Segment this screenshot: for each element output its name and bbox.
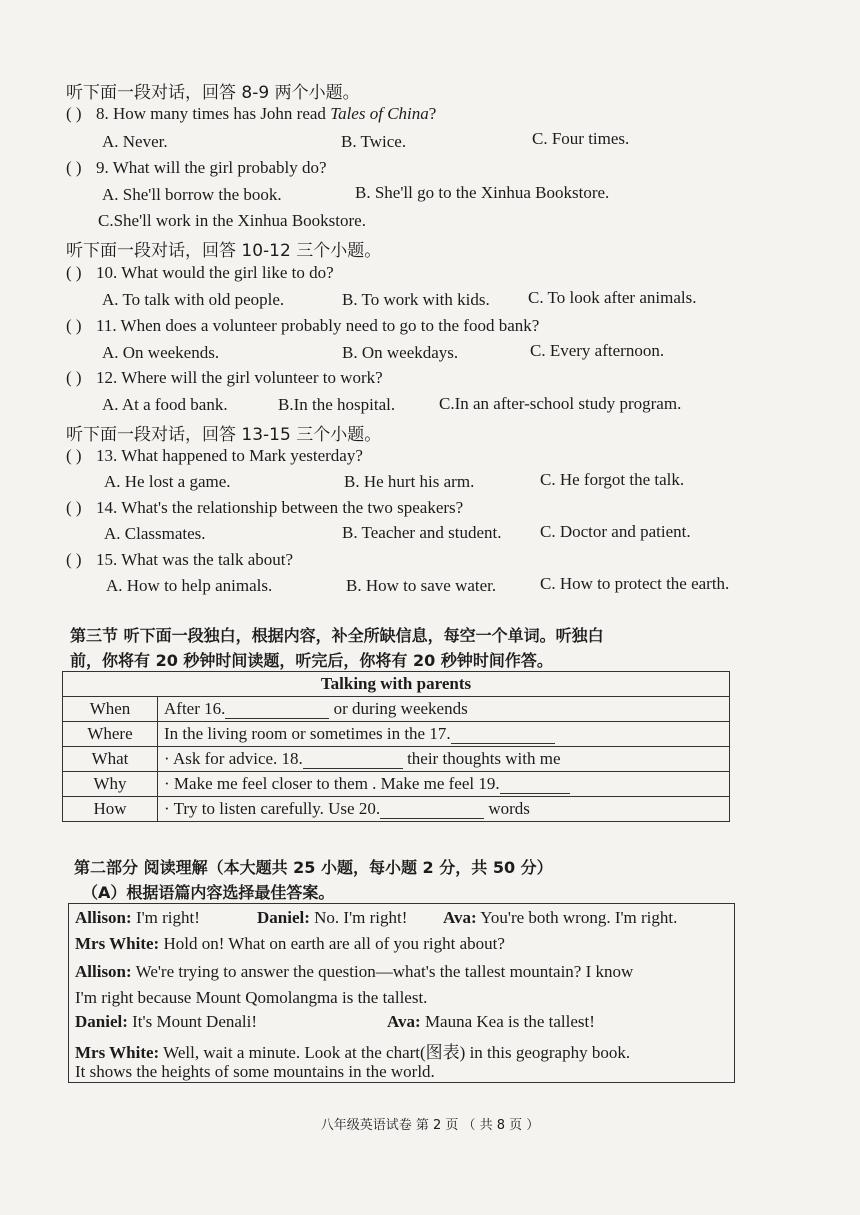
option-c: C. Four times. [532,129,630,148]
answer-blank: ( ) [66,446,82,465]
question-8: ( ) 8. How many times has John read Tales of China? [66,104,437,123]
blank-17[interactable] [451,727,555,744]
listening-intro-8-9: 听下面一段对话，回答 8-9 两个小题。 [66,83,360,103]
answer-blank: ( ) [66,104,82,123]
option-c: C. To look after animals. [528,288,697,307]
listening-intro-13-15: 听下面一段对话，回答 13-15 三个小题。 [66,425,382,445]
table-row [63,797,730,822]
question-13: ( ) 13. What happened to Mark yesterday? [66,446,363,465]
row-content: · Ask for advice. 18. their thoughts with me [158,747,730,772]
option-b: B. He hurt his arm. [344,472,475,491]
row-content: In the living room or sometimes in the 17. [158,722,730,747]
option-b: B. Teacher and student. [342,523,502,542]
answer-blank: ( ) [66,316,82,335]
option-a: A. He lost a game. [104,472,231,491]
row-content: After 16. or during weekends [158,697,730,722]
section3-instruction-line1: 第三节 听下面一段独白，根据内容，补全所缺信息，每空一个单词。听独白 [70,626,604,645]
table-row [63,722,730,747]
row-label: Where [63,722,158,747]
dialogue-line: Allison: I'm right! [75,908,200,927]
option-b: B.In the hospital. [278,395,396,414]
dialogue-line: Allison: We're trying to answer the question—what's the tallest mountain? I know [75,962,634,981]
option-c: C. Doctor and patient. [540,522,691,541]
option-b: B. To work with kids. [342,290,490,309]
row-label: When [63,697,158,722]
row-label: How [63,797,158,822]
answer-blank: ( ) [66,368,82,387]
option-c: C.She'll work in the Xinhua Bookstore. [98,211,366,230]
table-row [63,697,730,722]
option-b: B. She'll go to the Xinhua Bookstore. [355,183,610,202]
page-footer: 八年级英语试卷 第 2 页 （ 共 8 页 ） [320,1118,540,1133]
answer-blank: ( ) [66,158,82,177]
option-a: A. Classmates. [104,524,206,543]
dialogue-box [68,903,735,1083]
table-row [63,747,730,772]
blank-20[interactable] [380,802,484,819]
listening-intro-10-12: 听下面一段对话，回答 10-12 三个小题。 [66,241,382,261]
section3-instruction-line2: 前，你将有 20 秒钟时间读题，听完后，你将有 20 秒钟时间作答。 [70,651,553,670]
answer-blank: ( ) [66,550,82,569]
option-b: B. How to save water. [346,576,497,595]
question-10: ( ) 10. What would the girl like to do? [66,263,334,282]
dialogue-line: Ava: You're both wrong. I'm right. [443,908,678,927]
dialogue-line: Daniel: No. I'm right! [257,908,408,927]
option-c: C.In an after-school study program. [439,394,682,413]
dialogue-line: Daniel: It's Mount Denali! [75,1012,258,1031]
dialogue-line: Mrs White: Hold on! What on earth are all of you right about? [75,934,505,953]
question-11: ( ) 11. When does a volunteer probably need to go to the food bank? [66,316,540,335]
dialogue-line: Mrs White: Well, wait a minute. Look at the chart(图表) in this geography book. [75,1043,631,1062]
part2-heading: 第二部分 阅读理解（本大题共 25 小题，每小题 2 分，共 50 分） [74,858,553,877]
answer-blank: ( ) [66,263,82,282]
row-label: Why [63,772,158,797]
option-a: A. Never. [102,132,168,151]
option-b: B. On weekdays. [342,343,459,362]
option-a: A. How to help animals. [106,576,273,595]
dialogue-line: I'm right because Mount Qomolangma is the tallest. [75,988,428,1007]
answer-blank: ( ) [66,498,82,517]
option-c: C. He forgot the talk. [540,470,685,489]
option-c: C. Every afternoon. [530,341,665,360]
option-a: A. At a food bank. [102,395,228,414]
blank-16[interactable] [225,702,329,719]
dialogue-line: Ava: Mauna Kea is the tallest! [387,1012,595,1031]
part2-subheading: （A）根据语篇内容选择最佳答案。 [82,883,335,902]
question-15: ( ) 15. What was the talk about? [66,550,294,569]
row-content: · Make me feel closer to them . Make me feel 19. [158,772,730,797]
dialogue-line: It shows the heights of some mountains in the world. [75,1062,435,1081]
option-a: A. To talk with old people. [102,290,285,309]
table-title: Talking with parents [63,672,730,697]
table-row [63,772,730,797]
info-table [62,671,730,822]
option-a: A. She'll borrow the book. [102,185,282,204]
question-14: ( ) 14. What's the relationship between the two speakers? [66,498,464,517]
blank-19[interactable] [500,777,570,794]
blank-18[interactable] [303,752,403,769]
option-a: A. On weekends. [102,343,220,362]
question-9: ( ) 9. What will the girl probably do? [66,158,327,177]
row-label: What [63,747,158,772]
row-content: · Try to listen carefully. Use 20. words [158,797,730,822]
question-12: ( ) 12. Where will the girl volunteer to work? [66,368,383,387]
option-b: B. Twice. [341,132,407,151]
option-c: C. How to protect the earth. [540,574,730,593]
